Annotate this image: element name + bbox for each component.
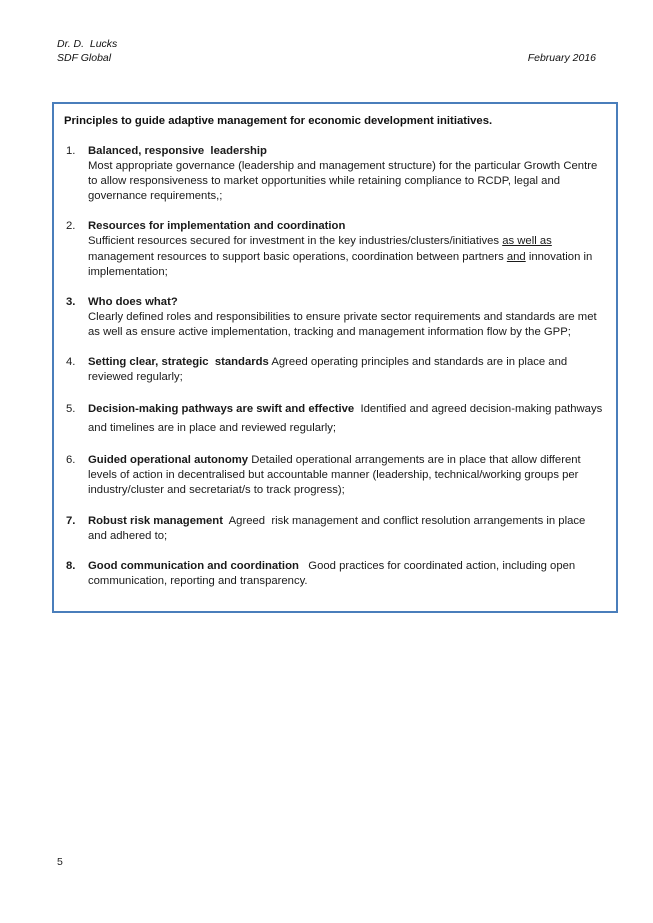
- principle-heading: Resources for implementation and coordination: [88, 220, 346, 233]
- principle-number: 3.: [66, 295, 76, 308]
- principles-box: [52, 102, 618, 613]
- page-number: 5: [57, 856, 63, 868]
- principle-body-text: Detailed operational arrangements are in place that allow different levels of action in decentralised but accountable manner (leadership, technical/working groups per industry/cluster and secretariat/s to track progress);: [88, 454, 584, 497]
- principle-body-text: Clearly defined roles and responsibilities to ensure private sector requirements and standards are met as well as ensure active implementation, tracking and management information flow by the GPP;: [88, 310, 600, 338]
- principle-heading: Decision-making pathways are swift and effective: [88, 403, 355, 416]
- principle-number: 5.: [66, 403, 76, 416]
- principle-body-text: Identified and agreed decision-making pathways and timelines are in place and reviewed regularly;: [88, 403, 606, 435]
- principle-number: 7.: [66, 514, 76, 527]
- principle-item: [62, 144, 606, 204]
- principle-number: 2.: [66, 220, 76, 233]
- principle-underlined-text: and: [506, 250, 526, 263]
- principle-body-text: Agreed risk management and conflict resolution arrangements in place and adhered to;: [88, 514, 589, 542]
- header-organisation: SDF Global: [57, 51, 112, 64]
- principles-box-title: Principles to guide adaptive management for economic development initiatives.: [64, 115, 493, 127]
- header-author: Dr. D. Lucks: [57, 38, 118, 50]
- principle-item: [62, 355, 606, 385]
- principle-heading: Setting clear, strategic standards: [88, 356, 269, 369]
- principle-underlined-text: as well as: [502, 235, 552, 248]
- principle-item: [62, 453, 606, 498]
- principle-number: 1.: [66, 145, 76, 157]
- principle-number: 4.: [66, 356, 76, 369]
- principle-body: [88, 235, 595, 277]
- principle-number: 6.: [66, 454, 76, 467]
- header-date: February 2016: [527, 51, 596, 64]
- principle-heading: Guided operational autonomy: [88, 454, 249, 467]
- principle-item: [62, 295, 606, 340]
- principle-heading: Balanced, responsive leadership: [88, 145, 267, 157]
- principles-list: [62, 144, 606, 589]
- principle-heading: Robust risk management: [88, 514, 223, 527]
- principle-item: [62, 514, 606, 544]
- principle-body-text: innovation in implementation;: [88, 250, 596, 278]
- principle-heading: Who does what?: [88, 295, 178, 308]
- principle-body-text: Most appropriate governance (leadership and management structure) for the particular Growth Centre to allow responsiveness to market opportunities while retaining compliance to RCDP, legal and governance requirements,;: [88, 160, 601, 203]
- principle-body-text: management resources to support basic operations, coordination between partners: [88, 235, 555, 263]
- principle-number: 8.: [66, 559, 76, 572]
- principle-item: [62, 559, 606, 589]
- header-author-block: [57, 38, 117, 65]
- principle-body: [88, 311, 600, 338]
- principle-body-text: Good practices for coordinated action, including open communication, reporting and transparency.: [88, 559, 579, 587]
- principle-body-text: Agreed operating principles and standards are in place and reviewed regularly;: [88, 356, 571, 384]
- principle-heading: Good communication and coordination: [88, 559, 299, 572]
- principle-item: [62, 219, 606, 279]
- page-header: [57, 38, 596, 68]
- principle-item: [62, 400, 606, 438]
- principle-body-text: Sufficient resources secured for investment in the key industries/clusters/initiatives: [88, 235, 503, 248]
- principle-body: [88, 160, 600, 202]
